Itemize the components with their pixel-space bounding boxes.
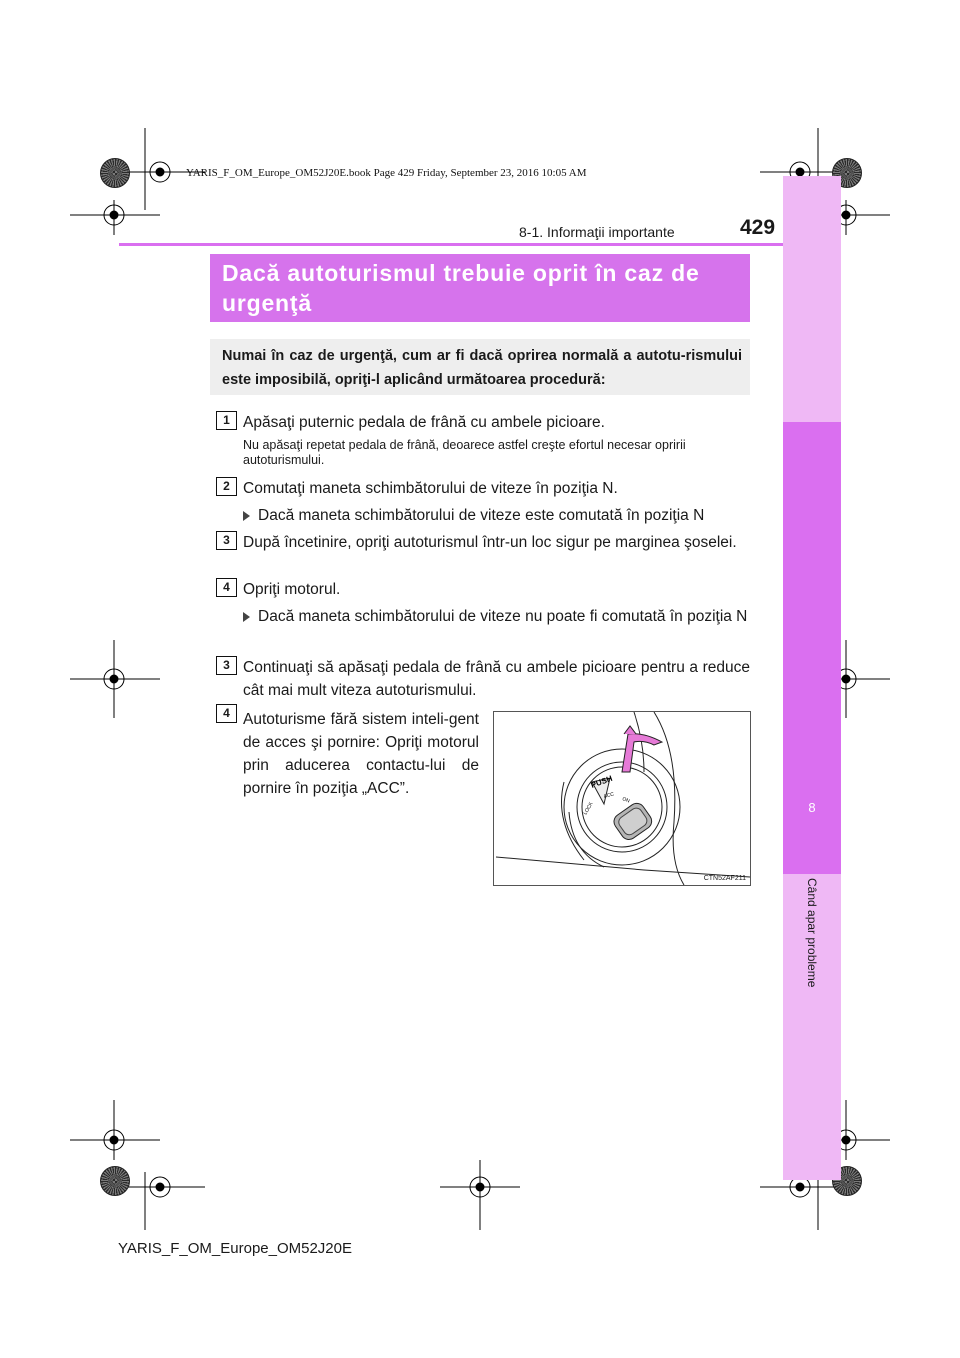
triangle-bullet-icon [243, 511, 250, 521]
registration-disc-icon [100, 158, 130, 188]
step-number: 3 [216, 531, 237, 550]
triangle-bullet-icon [243, 612, 250, 622]
condition-item [243, 504, 750, 527]
condition-text: Dacă maneta schimbătorului de viteze nu poate fi comutată în poziţia N [258, 608, 748, 625]
on-label: ON [621, 796, 631, 805]
step-number: 4 [216, 704, 237, 723]
intro-text: Numai în caz de urgenţă, cum ar fi dacă oprirea normală a autotu-rismului este imposibilă, opriţi-l aplicând următoarea procedură: [222, 348, 742, 388]
step-number: 2 [216, 477, 237, 496]
footer-text: YARIS_F_OM_Europe_OM52J20E [118, 1240, 353, 1257]
acc-label: ACC [602, 791, 615, 800]
step-text: După încetinire, opriţi autoturismul într-un loc sigur pe marginea şoselei. [243, 534, 737, 551]
step-number: 1 [216, 411, 237, 430]
step-note: Nu apăsaţi repetat pedala de frână, deoarece astfel creşte efortul necesar opririi autoturismului. [243, 438, 686, 467]
step-number: 3 [216, 656, 237, 675]
section-heading: Dacă autoturismul trebuie oprit în caz de urgenţă [222, 260, 700, 316]
step-text: Comutaţi maneta schimbătorului de viteze în poziţia N. [243, 480, 618, 497]
section-heading-box [210, 254, 750, 322]
step-number: 4 [216, 578, 237, 597]
step-text: Continuaţi să apăsaţi pedala de frână cu ambele picioare pentru a reduce cât mai mult viteza autoturismului. [243, 659, 750, 699]
intro-box [210, 339, 750, 395]
step-text: Autoturisme fără sistem inteli-gent de acces şi pornire: Opriţi motorul prin aducerea contactu-lui de pornire în poziţia „ACC”. [243, 711, 479, 797]
chapter-number: 8 [808, 800, 816, 815]
ignition-figure [493, 711, 751, 886]
condition-text: Dacă maneta schimbătorului de viteze este comutată în poziţia N [258, 507, 705, 524]
header-rule [119, 243, 783, 246]
figure-code: CTN52AF211 [703, 875, 746, 882]
step-text: Apăsaţi puternic pedala de frână cu ambele picioare. [243, 414, 605, 431]
step-text: Opriţi motorul. [243, 581, 341, 598]
section-title: 8-1. Informaţii importante [519, 224, 675, 240]
chapter-title: Când apar probleme [805, 878, 819, 988]
page-number: 429 [740, 216, 776, 239]
registration-disc-icon [100, 1166, 130, 1196]
book-info: YARIS_F_OM_Europe_OM52J20E.book Page 429 Friday, September 23, 2016 10:05 AM [186, 167, 587, 179]
lock-label: LOCK [582, 801, 595, 816]
condition-item [243, 605, 750, 628]
push-label: PUSH [589, 773, 614, 790]
ignition-switch-icon [494, 712, 750, 885]
chapter-title-vertical [804, 878, 820, 1018]
